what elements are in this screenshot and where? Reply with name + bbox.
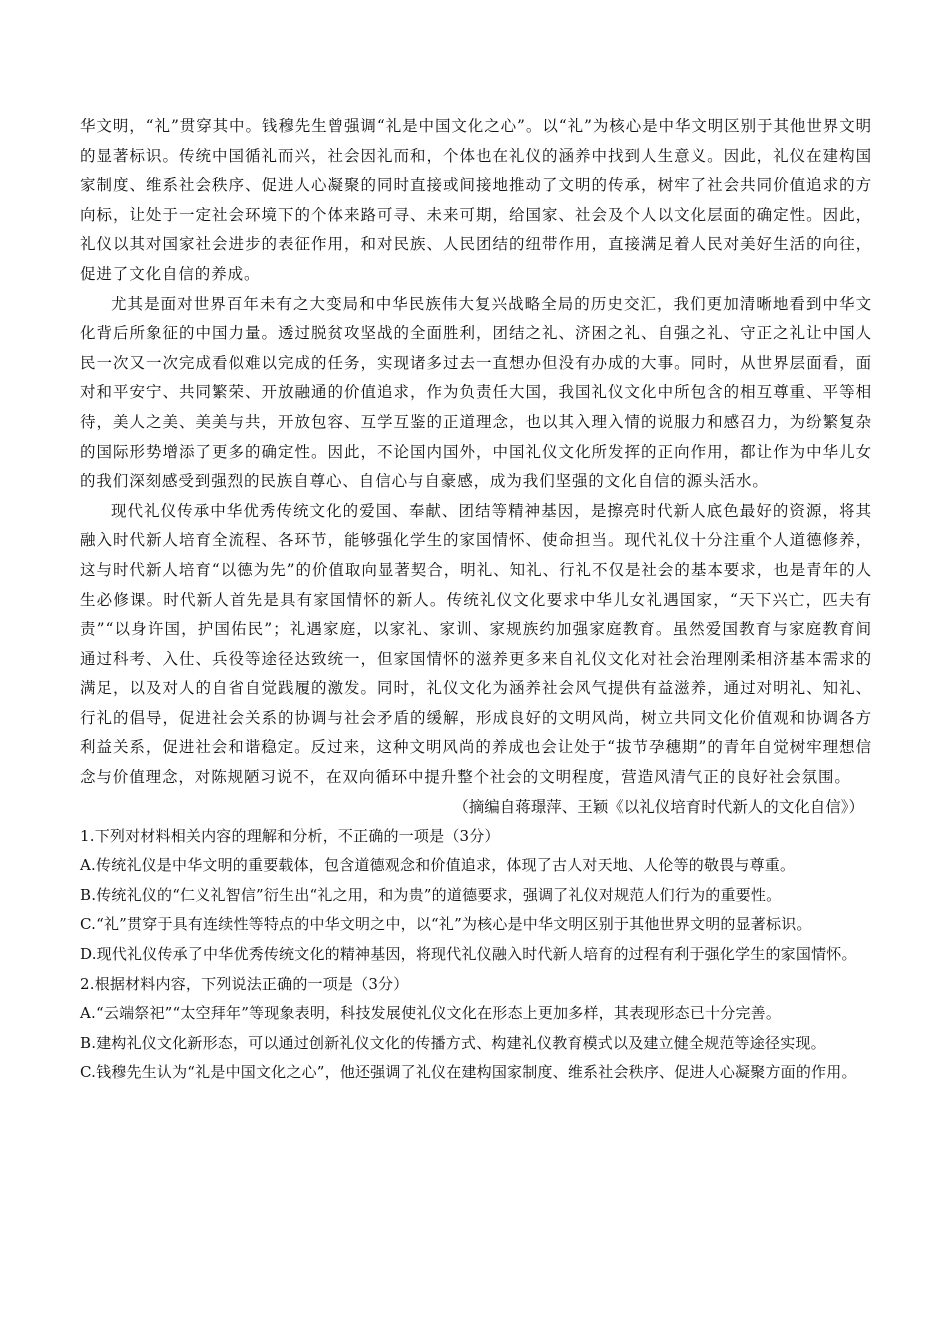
question-1-option-a: A.传统礼仪是中华文明的重要载体，包含道德观念和价值追求，体现了古人对天地、人伦等的敬畏与尊重。 — [80, 856, 796, 875]
paragraph-3: 现代礼仪传承中华优秀传统文化的爱国、奉献、团结等精神基因，是擦亮时代新人底色最好的资源，将其融入时代新人培育全流程、各环节，能够强化学生的家国情怀、使命担当。现代礼仪十分注重个人道德修养，这与时代新人培育“以德为先”的价值取向显著契合，明礼、知礼、行礼不仅是社会的基本要求，也是青年的人生必修课。时代新人首先是具有家国情怀的新人。传统礼仪文化要求中华儿女礼遇国家，“天下兴亡，匹夫有责”“以身许国，护国佑民”；礼遇家庭，以家礼、家训、家规族约加强家庭教育。虽然爱国教育与家庭教育间通过科考、入仕、兵役等途径达致统一，但家国情怀的滋养更多来自礼仪文化对社会治理刚柔相济基本需求的满足，以及对人的自省自觉践履的激发。同时，礼仪文化为涵养社会风气提供有益滋养，通过对明礼、知礼、行礼的倡导，促进社会关系的协调与社会矛盾的缓解，形成良好的文明风尚，树立共同文化价值观和协调各方利益关系，促进社会和谐稳定。反过来，这种文明风尚的养成也会让处于“拔节孕穗期”的青年自觉树牢理想信念与价值理念，对陈规陋习说不，在双向循环中提升整个社会的文明程度，营造风清气正的良好社会氛围。 — [80, 501, 872, 787]
document-page — [80, 112, 872, 1088]
question-2-option-b: B.建构礼仪文化新形态，可以通过创新礼仪文化的传播方式、构建礼仪教育模式以及建立健全规范等途径实现。 — [80, 1033, 826, 1052]
paragraph-1: 华文明，“礼”贯穿其中。钱穆先生曾强调“礼是中国文化之心”。以“礼”为核心是中华文明区别于其他世界文明的显著标识。传统中国循礼而兴，社会因礼而和，个体也在礼仪的涵养中找到人生意义。因此，礼仪在建构国家制度、维系社会秩序、促进人心凝聚的同时直接或间接地推动了文明的传承，树牢了社会共同价值追求的方向标，让处于一定社会环境下的个体来路可寻、未来可期，给国家、社会及个人以文化层面的确定性。因此，礼仪以其对国家社会进步的表征作用，和对民族、人民团结的纽带作用，直接满足着人民对美好生活的向往，促进了文化自信的养成。 — [80, 117, 872, 283]
question-1 — [80, 822, 872, 970]
question-2-option-c: C.钱穆先生认为“礼是中国文化之心”，他还强调了礼仪在建构国家制度、维系社会秩序、促进人心凝聚方面的作用。 — [80, 1063, 857, 1082]
question-1-option-d: D.现代礼仪传承了中华优秀传统文化的精神基因，将现代礼仪融入时代新人培育的过程有利于强化学生的家国情怀。 — [80, 945, 857, 964]
question-2 — [80, 970, 872, 1088]
source-citation: （摘编自蒋璟萍、王颖《以礼仪培育时代新人的文化自信》） — [453, 797, 864, 816]
question-1-option-b: B.传统礼仪的“仁义礼智信”衍生出“礼之用，和为贵”的道德要求，强调了礼仪对规范人们行为的重要性。 — [80, 885, 782, 904]
paragraph-2: 尤其是面对世界百年未有之大变局和中华民族伟大复兴战略全局的历史交汇，我们更加清晰地看到中华文化背后所象征的中国力量。透过脱贫攻坚战的全面胜利，团结之礼、济困之礼、自强之礼、守正之礼让中国人民一次又一次完成看似难以完成的任务，实现诸多过去一直想办但没有办成的大事。同时，从世界层面看，面对和平安宁、共同繁荣、开放融通的价值追求，作为负责任大国，我国礼仪文化中所包含的相互尊重、平等相待，美人之美、美美与共，开放包容、互学互鉴的正道理念，也以其入理入情的说服力和感召力，为纷繁复杂的国际形势增添了更多的确定性。因此，不论国内国外，中国礼仪文化所发挥的正向作用，都让作为中华儿女的我们深刻感受到强烈的民族自尊心、自信心与自豪感，成为我们坚强的文化自信的源头活水。 — [80, 294, 872, 491]
question-2-option-a: A.“云端祭祀”“太空拜年”等现象表明，科技发展使礼仪文化在形态上更加多样，其表现形态已十分完善。 — [80, 1004, 782, 1023]
question-1-option-c: C.“礼”贯穿于具有连续性等特点的中华文明之中，以“礼”为核心是中华文明区别于其他世界文明的显著标识。 — [80, 915, 812, 934]
question-2-stem: 2.根据材料内容，下列说法正确的一项是（3分） — [80, 974, 409, 993]
question-1-stem: 1.下列对材料相关内容的理解和分析，不正确的一项是（3分） — [80, 826, 500, 845]
